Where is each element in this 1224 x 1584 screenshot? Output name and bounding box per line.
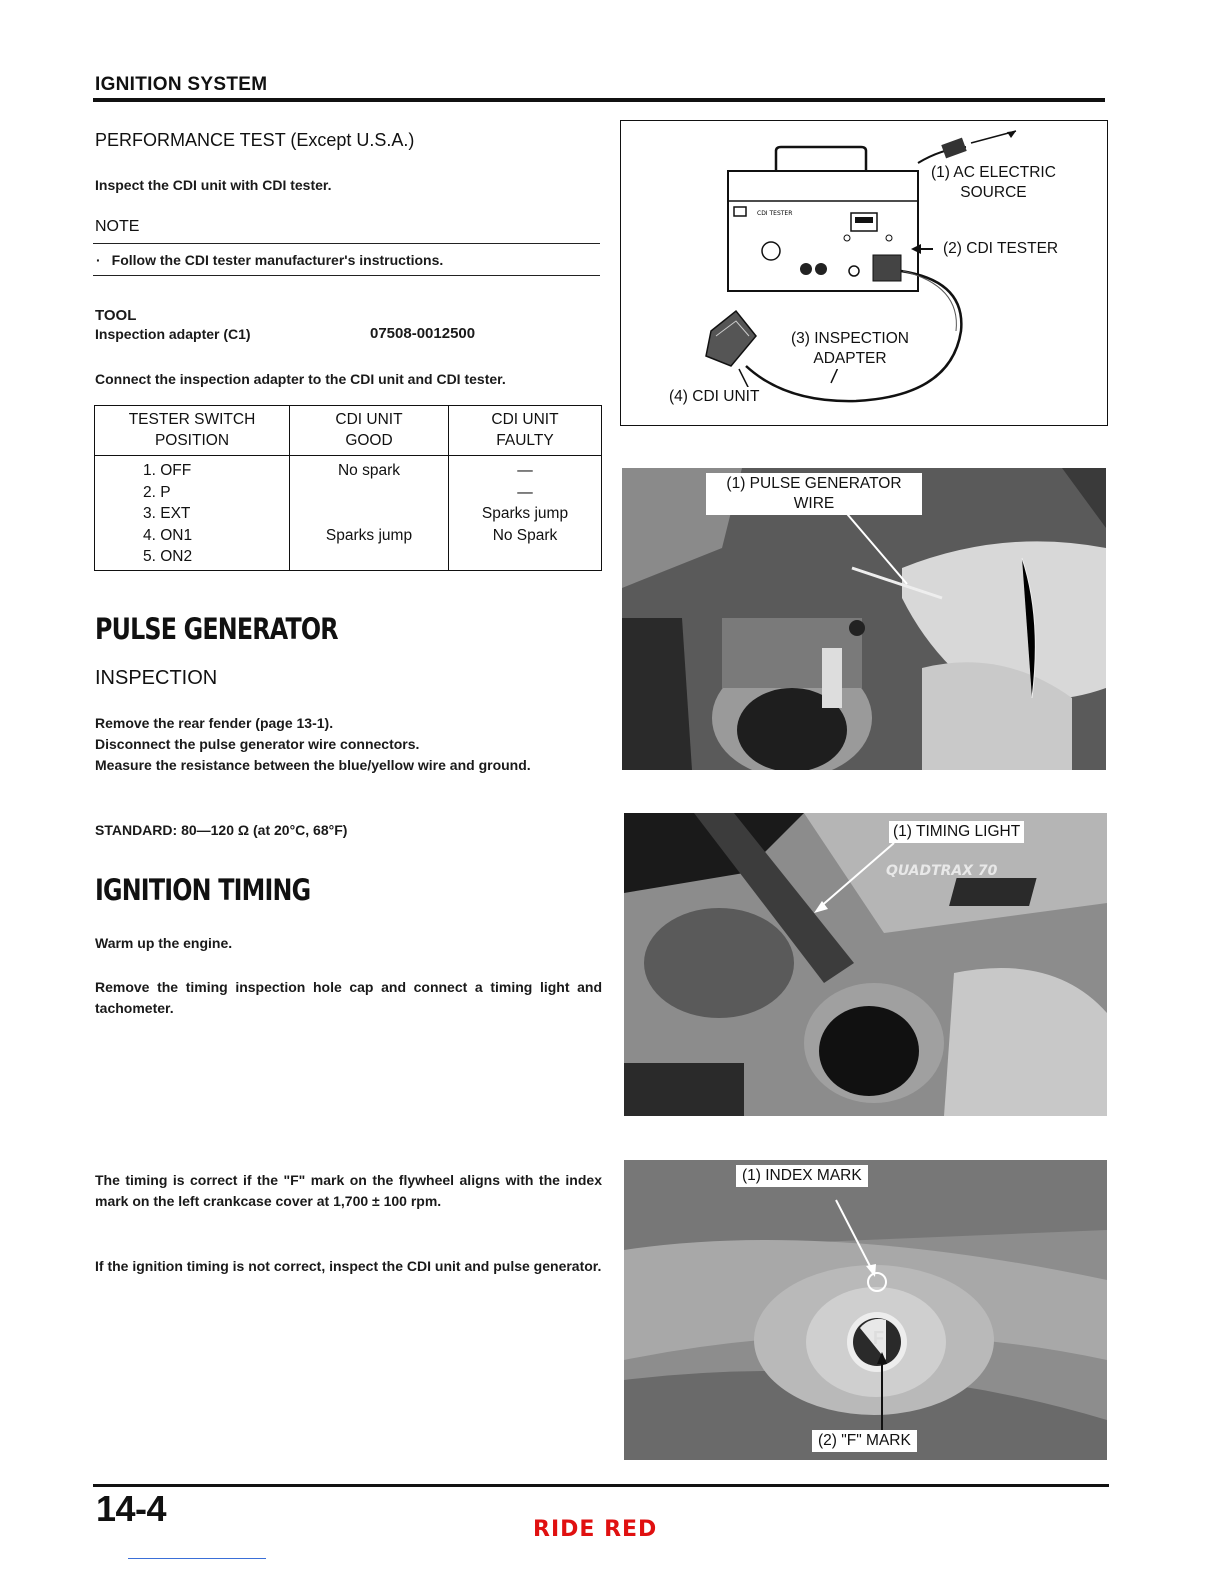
table-cell: [290, 482, 448, 504]
table-header-faulty: CDI UNIT FAULTY: [449, 406, 602, 456]
table-good-column: [290, 456, 449, 571]
table-faulty-column: [449, 456, 602, 571]
table-row: 2. P: [143, 483, 171, 501]
f-mark-letter: F: [873, 1328, 884, 1348]
bottom-line: [128, 1558, 266, 1559]
timing-light-instruction: Remove the timing inspection hole cap and connect a timing light and tachometer.: [95, 979, 602, 1016]
pulse-generator-heading: PULSE GENERATOR: [95, 612, 338, 646]
note-top-rule: [93, 243, 600, 244]
table-cell: —: [517, 462, 533, 479]
table-cell: Sparks jump: [325, 526, 413, 544]
ignition-timing-heading: IGNITION TIMING: [95, 873, 311, 907]
note-item: [96, 250, 443, 271]
standard-resistance: STANDARD: 80—120 Ω (at 20°C, 68°F): [95, 822, 348, 838]
callout-cdi-unit: (4) CDI UNIT: [665, 387, 763, 407]
table-row: 3. EXT: [143, 505, 191, 522]
warm-up-instruction: Warm up the engine.: [95, 935, 233, 951]
timing-not-correct-text: If the ignition timing is not correct, inspect the CDI unit and pulse generator.: [95, 1258, 602, 1274]
panel-label: CDI TESTER: [757, 210, 793, 217]
table-header-good: CDI UNIT GOOD: [290, 406, 449, 456]
tester-table: [94, 405, 602, 571]
header-rule: [93, 98, 1105, 102]
note-bottom-rule: [93, 275, 600, 276]
index-mark-photo: [624, 1160, 1107, 1460]
table-row: 5. ON2: [143, 548, 193, 565]
pulse-generator-photo: [622, 468, 1106, 770]
inspection-subheading: INSPECTION: [95, 667, 218, 689]
brand-logo: RIDE RED: [533, 1517, 658, 1542]
footer-rule: [93, 1484, 1109, 1487]
callout-pulse-generator-wire: (1) PULSE GENERATOR WIRE: [706, 473, 922, 515]
callout-f-mark: (2) "F" MARK: [812, 1430, 917, 1452]
timing-photo-image: [624, 813, 1107, 1116]
note-item-text: Follow the CDI tester manufacturer's instructions.: [111, 252, 444, 268]
table-cell: Sparks jump: [481, 505, 569, 522]
table-header-position: TESTER SWITCH POSITION: [95, 406, 290, 456]
tool-name: Inspection adapter (C1): [95, 326, 251, 342]
callout-inspection-adapter: (3) INSPECTION ADAPTER: [787, 329, 913, 369]
timing-correct-text: The timing is correct if the "F" mark on the flywheel aligns with the index mark on the left crankcase cover at 1,700 ± 100 rpm.: [95, 1172, 602, 1209]
performance-test-heading: PERFORMANCE TEST (Except U.S.A.): [95, 130, 415, 150]
note-label: NOTE: [95, 218, 140, 235]
cdi-tester-figure: [620, 120, 1108, 426]
table-positions: [95, 456, 290, 571]
connect-instruction: Connect the inspection adapter to the CDI unit and CDI tester.: [95, 371, 506, 387]
instruction-line: Remove the rear fender (page 13-1).: [95, 715, 334, 731]
table-cell: No spark: [337, 462, 401, 479]
page-number: 14-4: [96, 1488, 167, 1529]
tool-label: TOOL: [95, 307, 137, 324]
callout-index-mark: (1) INDEX MARK: [736, 1165, 868, 1187]
table-row: 4. ON1: [143, 526, 193, 544]
bullet: ·: [96, 252, 101, 268]
table-cell: [290, 503, 448, 525]
instruction-line: Disconnect the pulse generator wire connectors.: [95, 736, 420, 752]
table-cell: —: [517, 483, 533, 501]
tool-number: 07508-0012500: [370, 325, 476, 342]
index-photo-image: [624, 1160, 1107, 1460]
table-row: 1. OFF: [143, 462, 192, 479]
performance-intro: Inspect the CDI unit with CDI tester.: [95, 177, 332, 193]
table-cell: No Spark: [492, 526, 558, 544]
callout-cdi-tester: (2) CDI TESTER: [939, 239, 1062, 259]
pulse-instructions: [95, 713, 602, 776]
callout-timing-light: (1) TIMING LIGHT: [889, 821, 1024, 843]
section-title: IGNITION SYSTEM: [95, 74, 268, 95]
instruction-line: Measure the resistance between the blue/yellow wire and ground.: [95, 757, 531, 773]
timing-light-photo: [624, 813, 1107, 1116]
callout-ac-electric-source: (1) AC ELECTRIC SOURCE: [927, 163, 1060, 203]
quadtrax-decal: QUADTRAX 70: [886, 863, 998, 879]
